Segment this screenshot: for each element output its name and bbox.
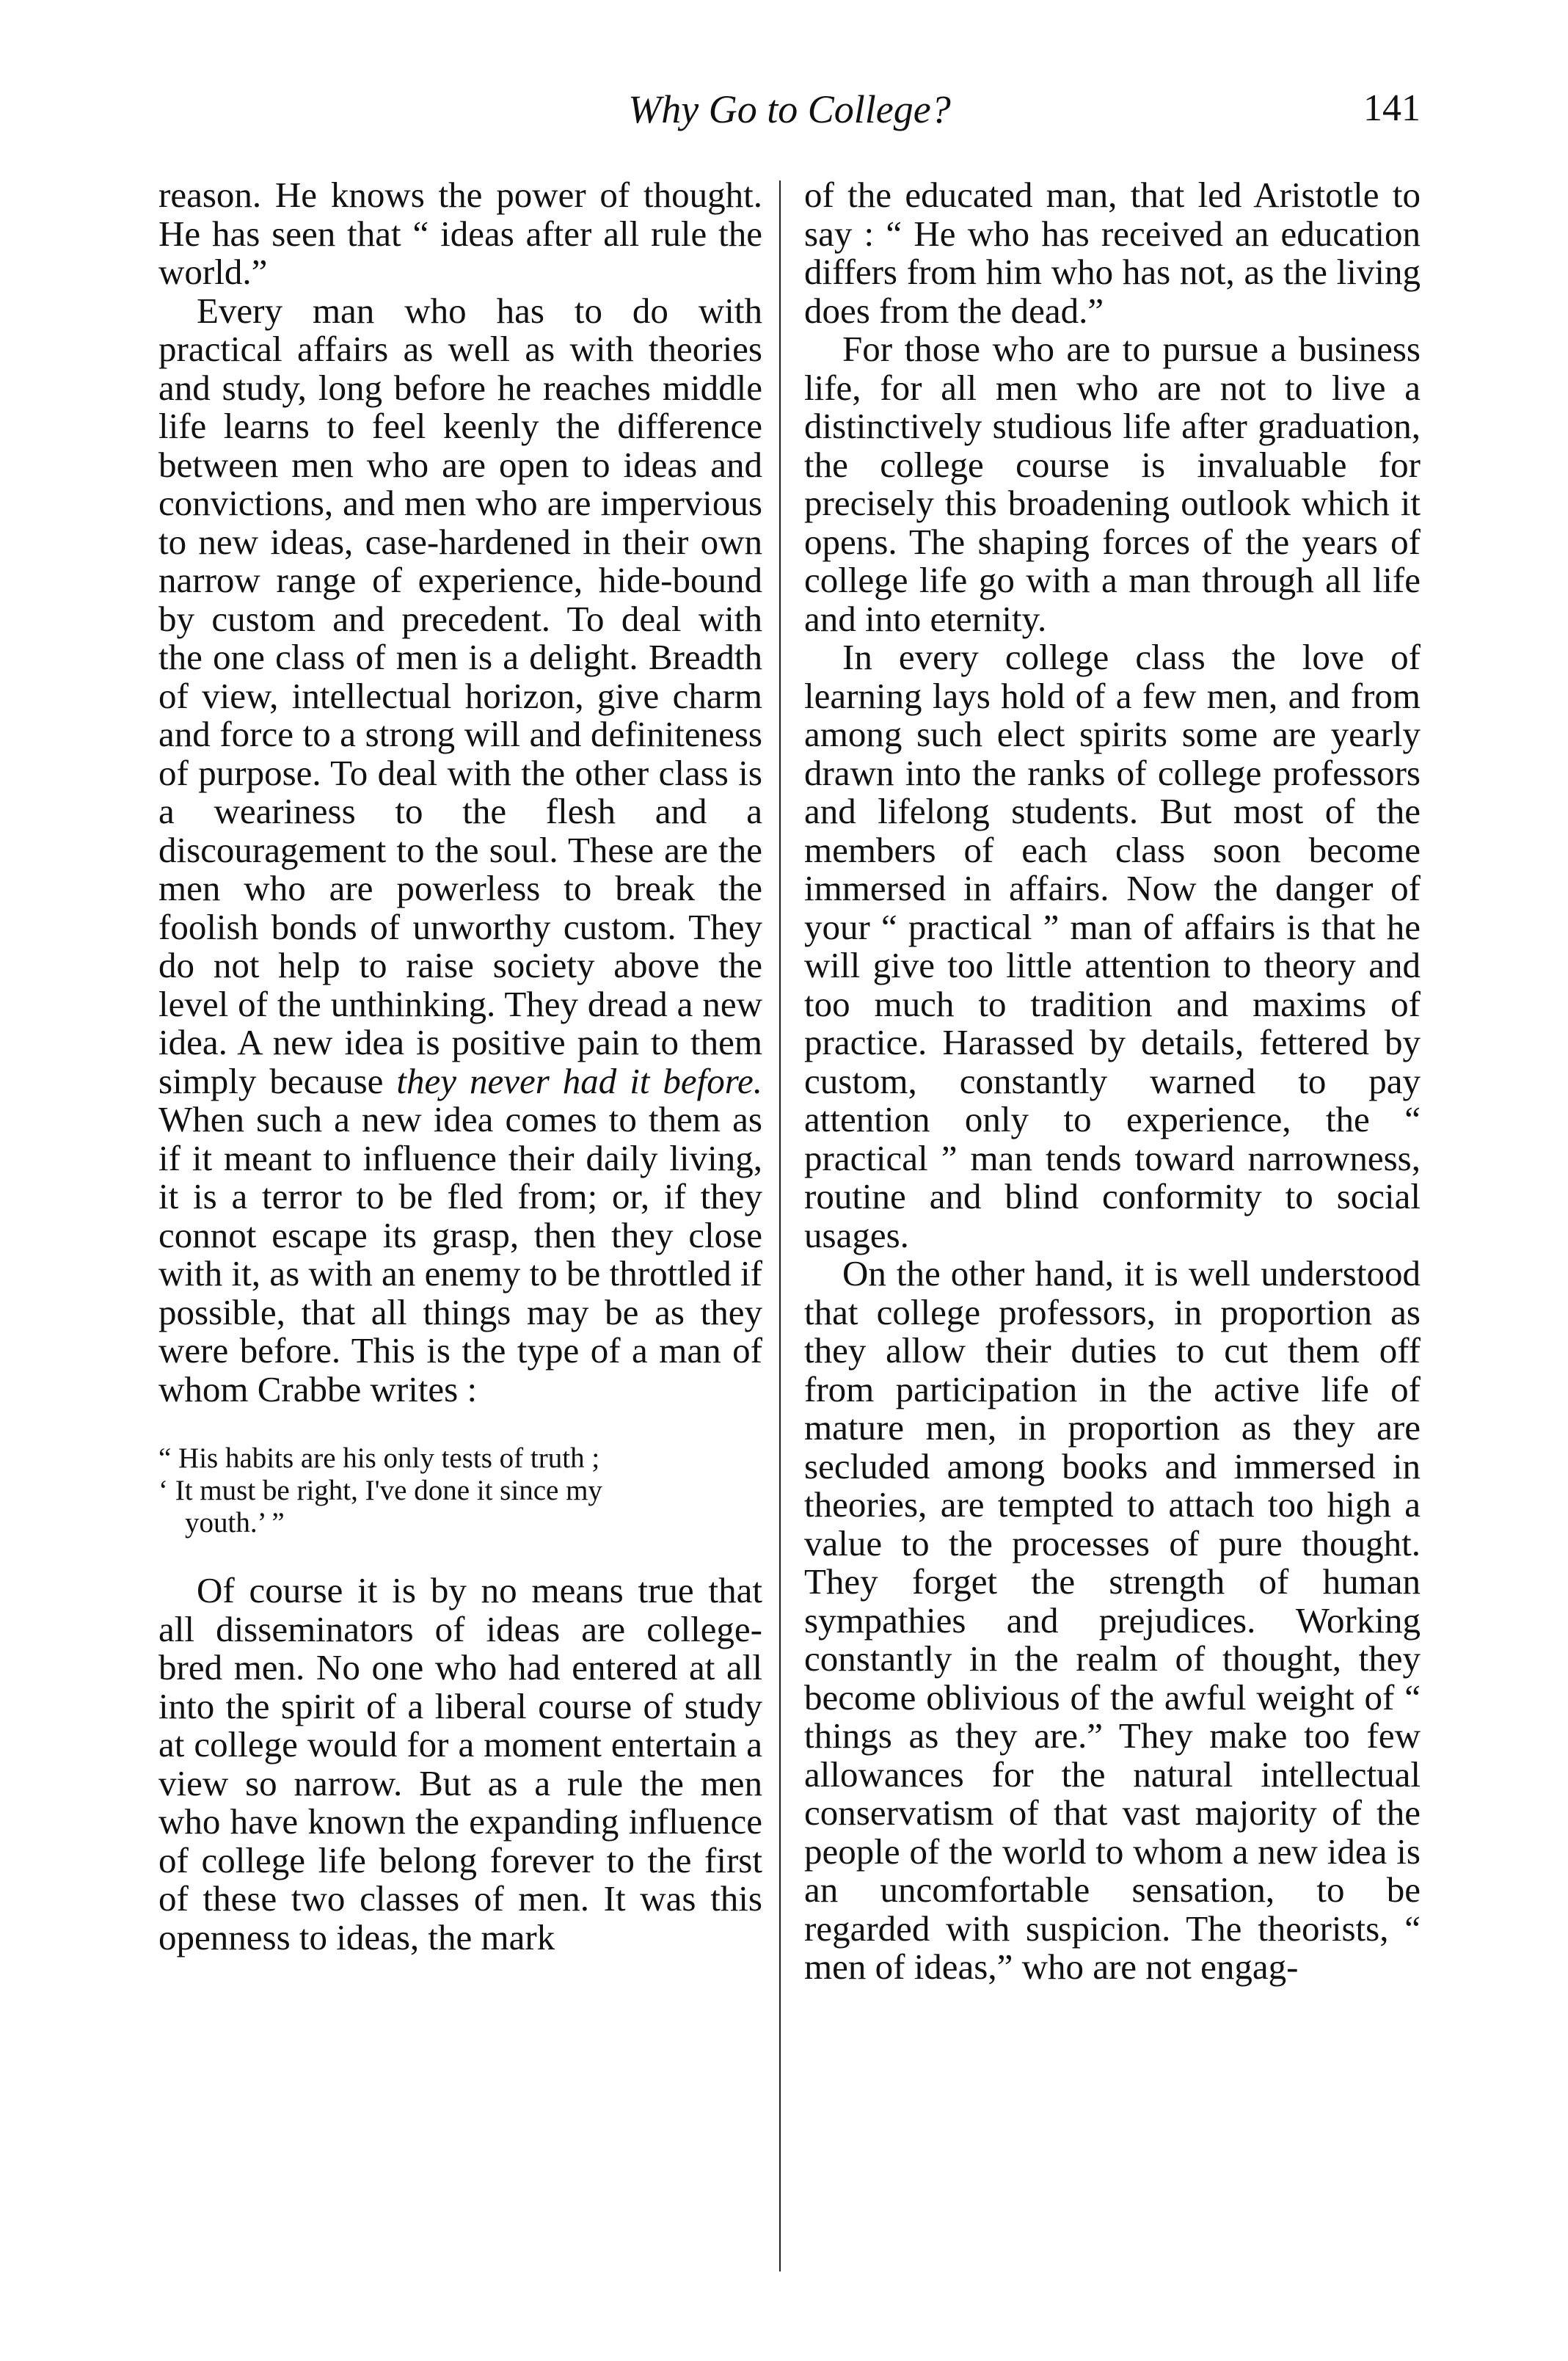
right-paragraph-4: On the other hand, it is well understood that college professors, in proportion as they allow their duties to cut them off from participation in the active life of mature men, in proportion as they are secluded among books and immersed in theories, are tempted to attach too high a value to the processes of pure thought. They forget the strength of human sympathies and prejudices. Working constantly in the realm of thought, they become oblivious of the awful weight of “ things as they are.” They make too few allowances for the natural intellectual conservatism of that vast majority of the people of the world to whom a new idea is an uncomfortable sensation, to be regarded with suspicion. The theorists, “ men of ideas,” who are not engag-	[804, 1253, 1421, 1987]
verse-line-3: youth.’ ”	[185, 1507, 285, 1539]
left-paragraph-2-text-b: When such a new idea comes to them as if it meant to influence their daily living, it is a terror to be fled from; or, if they connot escape its grasp, then they close with it, as with an enemy to be throttled if possible, that all things may be as they were before. This is the type of a man of whom Crabbe writes :	[158, 1099, 762, 1409]
verse-quotation	[158, 1442, 762, 1539]
right-paragraph-3: In every college class the love of learning lays hold of a few men, and from among such elect spirits some are yearly drawn into the ranks of college professors and lifelong students. But most of the members of each class soon become immersed in affairs. Now the danger of your “ practical ” man of affairs is that he will give too little attention to theory and too much to tradition and maxims of practice. Harassed by details, fettered by custom, constantly warned to pay attention only to experience, the “ practical ” man tends toward narrowness, routine and blind conformity to social usages.	[804, 637, 1421, 1255]
left-paragraph-2-text-a: Every man who has to do with practical affairs as well as with theories and study, long before he reaches middle life learns to feel keenly the difference between men who are open to ideas and convictions, and men who are impervious to new ideas, case-hardened in their own narrow range of experience, hide-bound by custom and precedent. To deal with the one class of men is a delight. Breadth of view, intellectual horizon, give charm and force to a strong will and definiteness of purpose. To deal with the other class is a weariness to the flesh and a discouragement to the soul. These are the men who are powerless to break the foolish bonds of unworthy custom. They do not help to raise society above the level of the unthinking. They dread a new idea. A new idea is positive pain to them simply because	[158, 290, 762, 1101]
right-paragraph-1: of the educated man, that led Aristotle to say : “ He who has received an education differs from him who has not, as the living does from the dead.”	[804, 175, 1421, 331]
left-paragraph-2-italic: they never had it before.	[396, 1060, 762, 1101]
left-paragraph-3: Of course it is by no means true that all disseminators of ideas are college-bred men. No one who had entered at all into the spirit of a liberal course of study at college would for a moment entertain a view so narrow. But as a rule the men who have known the expanding influence of college life belong forever to the first of these two classes of men. It was this openness to ideas, the mark	[158, 1570, 762, 1957]
verse-line-1: “ His habits are his only tests of truth ;	[158, 1442, 600, 1474]
left-paragraph-1: reason. He knows the power of thought. He has seen that “ ideas after all rule the world.”	[158, 175, 762, 292]
left-column	[158, 176, 762, 1957]
left-paragraph-2	[158, 292, 762, 1409]
running-header	[158, 87, 1421, 138]
running-title: Why Go to College?	[628, 87, 951, 131]
right-paragraph-2: For those who are to pursue a business life, for all men who are not to live a distinctively studious life after graduation, the college course is invaluable for precisely this broadening outlook which it opens. The shaping forces of the years of college life go with a man through all life and into eternity.	[804, 329, 1421, 639]
column-divider	[779, 180, 781, 2271]
page-number: 141	[1363, 87, 1421, 129]
verse-line-2: ‘ It must be right, I've done it since my	[158, 1475, 602, 1506]
right-column	[804, 176, 1421, 1987]
